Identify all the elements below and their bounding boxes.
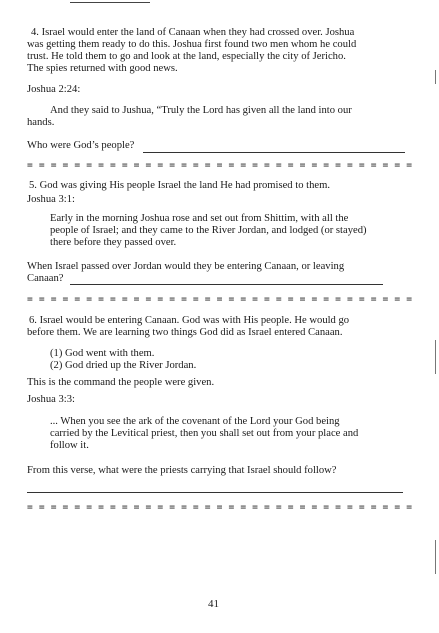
- separator-line: = = = = = = = = = = = = = = = = = = = = = = = = = = = = = = = = =: [27, 294, 413, 305]
- scripture-reference: Joshua 3:1:: [27, 194, 75, 205]
- answer-line[interactable]: [70, 284, 383, 285]
- section-4-line: was getting them ready to do this. Joshua first found two men whom he could: [27, 39, 357, 50]
- command-text: This is the command the people were given.: [27, 377, 215, 388]
- scripture-quote: ... When you see the ark of the covenant of the Lord your God being: [50, 416, 340, 427]
- question-1: Who were God’s people?: [27, 140, 135, 151]
- scripture-quote: carried by the Levitical priest, then you shall set out from your place and: [50, 428, 359, 439]
- scripture-reference: Joshua 2:24:: [27, 84, 81, 95]
- scripture-quote: hands.: [27, 117, 55, 128]
- section-4-line: The spies returned with good news.: [27, 63, 178, 74]
- answer-line[interactable]: [143, 152, 405, 153]
- scripture-quote: follow it.: [50, 440, 89, 451]
- edge-mark: [435, 540, 436, 574]
- section-6-line: 6. Israel would be entering Canaan. God was with His people. He would go: [29, 315, 350, 326]
- question-2: Canaan?: [27, 273, 64, 284]
- page-number: 41: [208, 598, 219, 610]
- scripture-quote: people of Israel; and they came to the River Jordan, and lodged (or stayed): [50, 225, 367, 236]
- edge-mark: [435, 70, 436, 84]
- list-item: (2) God dried up the River Jordan.: [50, 360, 197, 371]
- scripture-quote: there before they passed over.: [50, 237, 177, 248]
- separator-line: = = = = = = = = = = = = = = = = = = = = = = = = = = = = = = = = =: [27, 502, 413, 513]
- separator-line: = = = = = = = = = = = = = = = = = = = = = = = = = = = = = = = = =: [27, 160, 413, 171]
- question-2: When Israel passed over Jordan would they be entering Canaan, or leaving: [27, 261, 345, 272]
- top-rule: [70, 2, 150, 3]
- section-5-line: 5. God was giving His people Israel the land He had promised to them.: [29, 180, 330, 191]
- section-4-line: 4. Israel would enter the land of Canaan when they had crossed over. Joshua: [31, 27, 355, 38]
- scripture-quote: And they said to Jushua, “Truly the Lord has given all the land into our: [50, 105, 352, 116]
- question-3: From this verse, what were the priests carrying that Israel should follow?: [27, 465, 337, 476]
- list-item: (1) God went with them.: [50, 348, 155, 359]
- scripture-quote: Early in the morning Joshua rose and set out from Shittim, with all the: [50, 213, 349, 224]
- section-4-line: trust. He told them to go and look at the land, especially the city of Jericho.: [27, 51, 346, 62]
- answer-line[interactable]: [27, 492, 403, 493]
- section-6-line: before them. We are learning two things God did as Israel entered Canaan.: [27, 327, 343, 338]
- scripture-reference: Joshua 3:3:: [27, 394, 75, 405]
- edge-mark: [435, 340, 436, 374]
